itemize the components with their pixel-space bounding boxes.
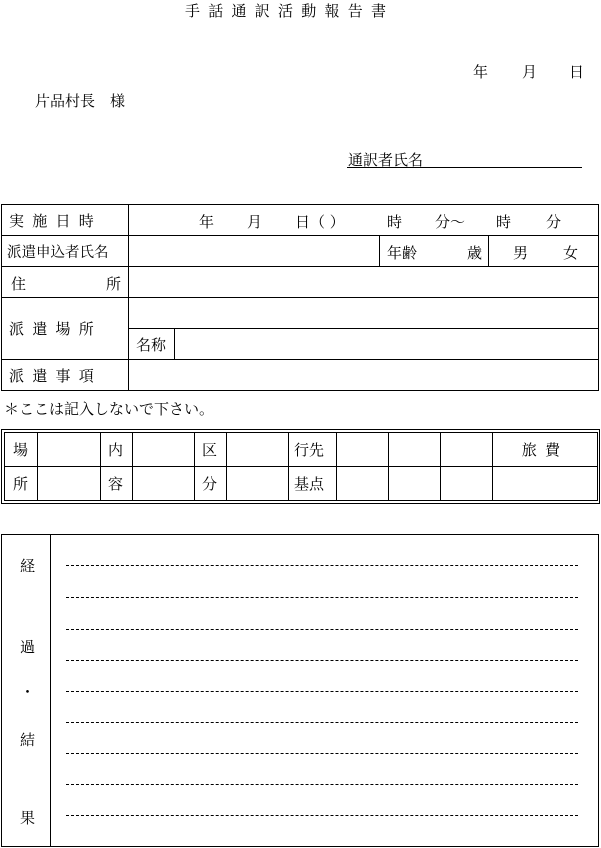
report-line-4 bbox=[66, 660, 578, 661]
applicant-name-field[interactable] bbox=[129, 236, 380, 267]
date-year: 年 bbox=[473, 63, 489, 81]
label-place: 派遣場所 bbox=[2, 298, 129, 360]
office-place-bottom: 所 bbox=[5, 467, 38, 501]
office-base-field-3 bbox=[441, 467, 493, 501]
main-table bbox=[1, 204, 599, 391]
note-text: ＊ここは記入しないで下さい。 bbox=[4, 400, 215, 418]
report-line-5 bbox=[66, 691, 578, 692]
office-base-field-2 bbox=[389, 467, 441, 501]
place-name-label-cell bbox=[129, 329, 175, 360]
label-datetime: 実施日時 bbox=[2, 205, 129, 236]
dt-hour: 時 bbox=[387, 213, 403, 231]
office-place-field-bottom bbox=[38, 467, 101, 501]
row-address bbox=[2, 267, 599, 298]
dt-minute-range: 分～ bbox=[435, 213, 466, 231]
office-row-top bbox=[5, 433, 598, 467]
interpreter-name-label: 通訳者氏名 bbox=[348, 151, 424, 169]
dt-day: 日（ ） bbox=[295, 213, 345, 231]
row-applicant bbox=[2, 236, 599, 267]
place-name-field[interactable] bbox=[175, 329, 599, 360]
dt-hour2: 時 bbox=[496, 213, 512, 231]
report-char-4: 結 bbox=[20, 731, 36, 749]
datetime-field[interactable] bbox=[129, 205, 599, 236]
dt-month: 月 bbox=[247, 213, 263, 231]
report-line-9 bbox=[66, 815, 578, 816]
office-place-field-top bbox=[38, 433, 101, 467]
report-line-7 bbox=[66, 753, 578, 754]
matter-field[interactable] bbox=[129, 360, 599, 391]
office-content-bottom: 容 bbox=[101, 467, 133, 501]
office-base-field-1 bbox=[337, 467, 389, 501]
report-line-8 bbox=[66, 784, 578, 785]
report-char-3: ・ bbox=[20, 683, 36, 701]
label-applicant: 派遣申込者氏名 bbox=[2, 236, 129, 267]
office-category-field-top bbox=[227, 433, 289, 467]
label-address bbox=[2, 267, 129, 298]
office-content-field-top bbox=[133, 433, 195, 467]
report-char-2: 過 bbox=[20, 638, 36, 656]
office-dest-field-3 bbox=[441, 433, 493, 467]
office-content-field-bottom bbox=[133, 467, 195, 501]
age-label: 年齢 bbox=[387, 244, 418, 262]
place-field[interactable] bbox=[129, 298, 599, 329]
office-table-frame bbox=[1, 429, 600, 504]
interpreter-name-underline bbox=[347, 167, 582, 168]
date-month: 月 bbox=[522, 63, 538, 81]
office-travel: 旅費 bbox=[493, 433, 598, 467]
row-place-top bbox=[2, 298, 599, 329]
interpreter-name-field[interactable] bbox=[430, 147, 580, 167]
office-travel-field bbox=[493, 467, 598, 501]
gender-female[interactable]: 女 bbox=[563, 244, 579, 262]
dt-minute2: 分 bbox=[546, 213, 562, 231]
dt-year: 年 bbox=[199, 213, 215, 231]
report-char-1: 経 bbox=[20, 557, 36, 575]
office-dest-field-1 bbox=[337, 433, 389, 467]
office-content-top: 内 bbox=[101, 433, 133, 467]
date-day: 日 bbox=[569, 63, 585, 81]
office-place-top: 場 bbox=[5, 433, 38, 467]
office-category-top: 区 bbox=[195, 433, 227, 467]
office-category-bottom: 分 bbox=[195, 467, 227, 501]
report-line-3 bbox=[66, 629, 578, 630]
office-row-bottom bbox=[5, 467, 598, 501]
office-base: 基点 bbox=[289, 467, 337, 501]
gender-cell[interactable] bbox=[489, 236, 599, 267]
office-dest: 行先 bbox=[289, 433, 337, 467]
label-address-a: 住 bbox=[11, 275, 27, 293]
report-line-6 bbox=[66, 722, 578, 723]
age-unit: 歳 bbox=[467, 244, 483, 262]
report-line-2 bbox=[66, 597, 578, 598]
row-datetime bbox=[2, 205, 599, 236]
report-char-5: 果 bbox=[20, 809, 36, 827]
gender-male[interactable]: 男 bbox=[513, 244, 529, 262]
label-address-b: 所 bbox=[106, 275, 122, 293]
label-matter: 派遣事項 bbox=[2, 360, 129, 391]
recipient: 片品村長 様 bbox=[35, 92, 126, 110]
office-dest-field-2 bbox=[389, 433, 441, 467]
address-field[interactable] bbox=[129, 267, 599, 298]
place-name-label: 名称 bbox=[136, 335, 167, 354]
page-title: 手話通訳活動報告書 bbox=[185, 2, 395, 20]
office-category-field-bottom bbox=[227, 467, 289, 501]
report-line-1 bbox=[66, 565, 578, 566]
age-cell[interactable] bbox=[380, 236, 489, 267]
report-section bbox=[1, 534, 599, 847]
office-table bbox=[4, 432, 598, 501]
row-matter bbox=[2, 360, 599, 391]
